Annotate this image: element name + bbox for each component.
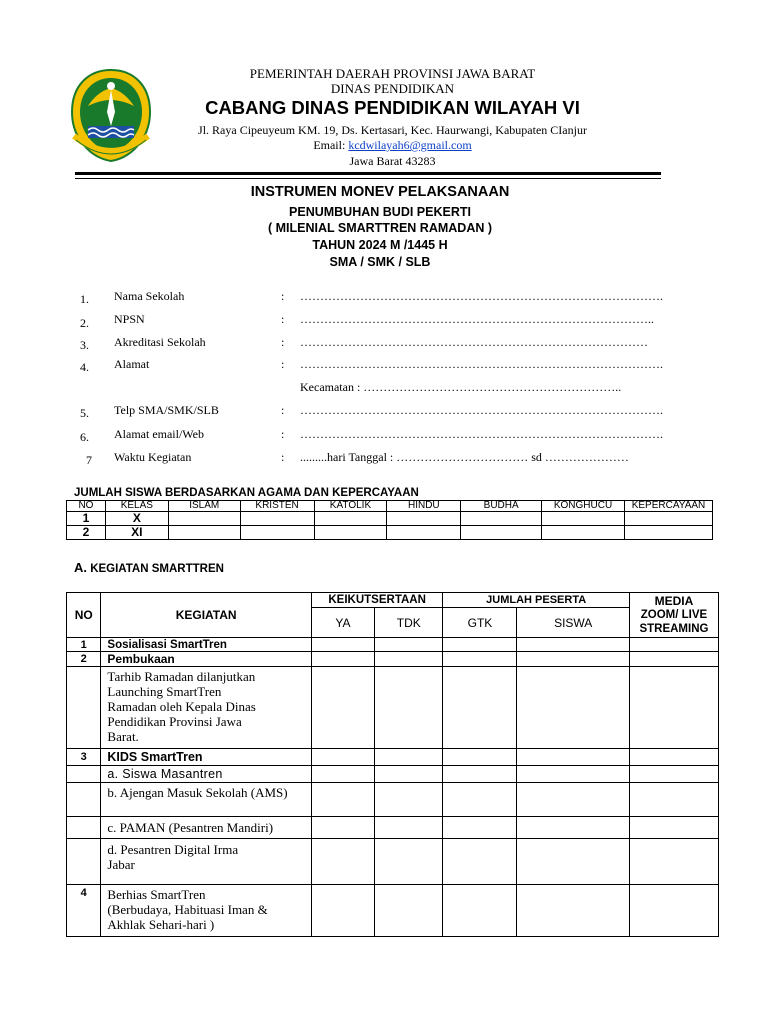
doc-subtitle-4: SMA / SMK / SLB — [329, 255, 431, 269]
table-row — [67, 526, 713, 540]
row-label: KIDS SmartTren — [101, 749, 311, 766]
th-siswa: SISWA — [517, 608, 629, 638]
dept-line: DINAS PENDIDIKAN — [330, 81, 455, 96]
cell-no: 1 — [67, 512, 106, 526]
table-row — [67, 766, 719, 783]
col-katolik: KATOLIK — [314, 501, 387, 512]
col-konghucu: KONGHUCU — [542, 501, 625, 512]
row-label: b. Ajengan Masuk Sekolah (AMS) — [101, 783, 311, 817]
th-no: NO — [67, 593, 101, 638]
th-media-line1: MEDIA — [654, 594, 694, 608]
header-divider-thick — [75, 172, 661, 175]
row-label: a. Siswa Masantren — [101, 766, 311, 783]
th-tdk: TDK — [375, 608, 443, 638]
th-ya: YA — [311, 608, 374, 638]
cell-katolik[interactable] — [314, 512, 387, 526]
cell-kelas: X — [105, 512, 168, 526]
table-row: 2 Pembukaan — [67, 652, 719, 667]
email-link[interactable]: kcdwilayah6@gmail.com — [348, 138, 472, 152]
row-label: d. Pesantren Digital Irma Jabar — [101, 839, 311, 885]
col-budha: BUDHA — [461, 501, 542, 512]
cell-islam[interactable] — [168, 526, 240, 540]
row-label: c. PAMAN (Pesantren Mandiri) — [101, 817, 311, 839]
cell-no: 2 — [67, 526, 106, 540]
cell-kelas: XI — [105, 526, 168, 540]
table-row — [67, 839, 719, 885]
cell-kristen[interactable] — [240, 512, 314, 526]
th-gtk: GTK — [443, 608, 517, 638]
th-media — [629, 593, 718, 638]
th-media-line2: ZOOM/ LIVE STREAMING — [639, 609, 709, 635]
section-title: KEGIATAN SMARTTREN — [87, 563, 224, 575]
th-jumlah-peserta: JUMLAH PESERTA — [443, 593, 629, 608]
col-kelas: KELAS — [105, 501, 168, 512]
col-kristen: KRISTEN — [240, 501, 314, 512]
row-label — [101, 885, 311, 937]
row-label-line2: (Berbudaya, Habituasi Iman & Akhlak Sehari-hari ) — [107, 902, 268, 932]
gov-line: PEMERINTAH DAERAH PROVINSI JAWA BARAT — [249, 66, 536, 81]
email-label: Email: — [313, 138, 349, 152]
row-label-line1: Berhias SmartTren — [107, 887, 206, 902]
table-row — [67, 817, 719, 839]
table-row — [67, 783, 719, 817]
row-label: Sosialisasi SmartTren — [101, 638, 311, 652]
address-line: Jl. Raya Cipeuyeum KM. 19, Ds. Kertasari, Kec. Haurwangi, Kabupaten CIanjur — [198, 123, 587, 137]
row-label: Pembukaan — [101, 652, 311, 667]
office-title: CABANG DINAS PENDIDIKAN WILAYAH VI — [205, 97, 580, 118]
table-row: 4 Berhias SmartTren (Berbudaya, Habituasi Iman & Akhlak Sehari-hari ) — [67, 885, 719, 937]
col-islam: ISLAM — [168, 501, 240, 512]
col-no: NO — [67, 501, 106, 512]
religion-header-row — [67, 501, 713, 512]
table-row: 1 Sosialisasi SmartTren — [67, 638, 719, 652]
doc-subtitle-1: PENUMBUHAN BUDI PEKERTI — [289, 205, 471, 219]
col-kepercayaan: KEPERCAYAAN — [624, 501, 712, 512]
doc-subtitle-2: ( MILENIAL SMARTTREN RAMADAN ) — [267, 221, 493, 235]
religion-table-heading: JUMLAH SISWA BERDASARKAN AGAMA DAN KEPERCAYAAN — [74, 487, 419, 499]
cell-hindu[interactable] — [387, 526, 461, 540]
th-kegiatan: KEGIATAN — [101, 593, 311, 638]
cell-katolik[interactable] — [314, 526, 387, 540]
header-divider-thin — [75, 178, 661, 179]
email-line — [200, 138, 585, 153]
cell-budha[interactable] — [461, 512, 542, 526]
col-hindu: HINDU — [387, 501, 461, 512]
cell-kristen[interactable] — [240, 526, 314, 540]
cell-kepercayaan[interactable] — [624, 512, 712, 526]
jawa-barat-logo — [66, 66, 156, 164]
section-letter: A. — [74, 560, 87, 575]
religion-table — [66, 500, 713, 540]
cell-konghucu[interactable] — [542, 526, 625, 540]
cell-hindu[interactable] — [387, 512, 461, 526]
table-row — [67, 512, 713, 526]
activity-table — [66, 592, 719, 937]
region-line: Jawa Barat 43283 — [349, 154, 436, 168]
doc-title: INSTRUMEN MONEV PELAKSANAAN — [250, 184, 510, 200]
section-a-heading — [74, 560, 224, 575]
cell-islam[interactable] — [168, 512, 240, 526]
row-label: Tarhib Ramadan dilanjutkan Launching SmartTren Ramadan oleh Kepala Dinas Pendidikan Provinsi Jawa Barat. — [101, 667, 311, 749]
table-row — [67, 667, 719, 749]
cell-budha[interactable] — [461, 526, 542, 540]
table-row: 3 KIDS SmartTren — [67, 749, 719, 766]
header-row-1 — [67, 593, 719, 608]
cell-konghucu[interactable] — [542, 512, 625, 526]
cell-kepercayaan[interactable] — [624, 526, 712, 540]
doc-subtitle-3: TAHUN 2024 M /1445 H — [312, 238, 448, 252]
th-keikutsertaan: KEIKUTSERTAAN — [311, 593, 443, 608]
